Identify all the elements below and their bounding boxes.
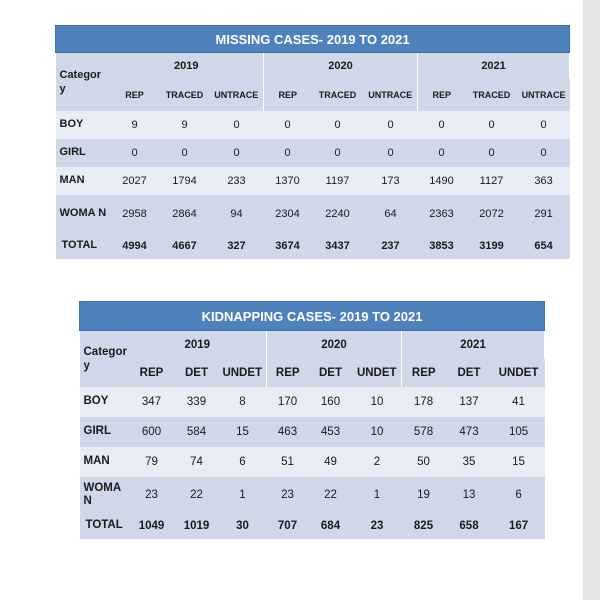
missing-subheader: UNTRACE (364, 79, 418, 111)
table-cell: 684 (309, 513, 353, 539)
table-cell: 13 (446, 477, 493, 513)
kidnapping-subheader: DET (175, 359, 219, 387)
table-cell: 1370 (264, 167, 312, 195)
table-cell: 0 (518, 111, 570, 139)
table-row (56, 111, 570, 139)
table-cell: 0 (312, 139, 364, 167)
table-cell: 4667 (160, 233, 210, 259)
missing-subheader: TRACED (466, 79, 518, 111)
table-cell: 51 (267, 447, 309, 477)
table-cell: 10 (353, 417, 402, 447)
table-cell: 35 (446, 447, 493, 477)
table-row (80, 417, 545, 447)
table-cell: 3437 (312, 233, 364, 259)
kidnapping-year-header: 2019 (129, 331, 267, 359)
table-cell: 64 (364, 195, 418, 233)
page-margin-strip (583, 0, 600, 600)
table-cell: 707 (267, 513, 309, 539)
kidnapping-table-title: KIDNAPPING CASES- 2019 TO 2021 (80, 302, 545, 331)
table-cell: 2027 (110, 167, 160, 195)
row-category: GIRL (56, 139, 110, 167)
table-cell: 0 (418, 139, 466, 167)
missing-table-title: MISSING CASES- 2019 TO 2021 (56, 26, 570, 53)
row-category: WOMA N (56, 195, 110, 233)
table-cell: 584 (175, 417, 219, 447)
table-row (56, 167, 570, 195)
table-cell: 0 (466, 111, 518, 139)
table-cell: 0 (264, 111, 312, 139)
table-row (56, 139, 570, 167)
table-row (56, 195, 570, 233)
table-cell: 0 (210, 111, 264, 139)
table-cell: 9 (110, 111, 160, 139)
missing-category-header: Categor y (56, 53, 110, 111)
table-cell: 8 (219, 387, 267, 417)
table-cell: 49 (309, 447, 353, 477)
table-cell: 94 (210, 195, 264, 233)
row-category: TOTAL (56, 233, 110, 259)
table-cell: 2864 (160, 195, 210, 233)
row-category: BOY (56, 111, 110, 139)
missing-subheader: UNTRACE (210, 79, 264, 111)
table-cell: 2958 (110, 195, 160, 233)
missing-subheader: REP (110, 79, 160, 111)
table-cell: 0 (160, 139, 210, 167)
table-row (80, 387, 545, 417)
table-cell: 2304 (264, 195, 312, 233)
table-cell: 291 (518, 195, 570, 233)
table-cell: 3674 (264, 233, 312, 259)
table-cell: 6 (219, 447, 267, 477)
table-cell: 327 (210, 233, 264, 259)
table-cell: 0 (364, 139, 418, 167)
table-cell: 170 (267, 387, 309, 417)
table-cell: 1490 (418, 167, 466, 195)
missing-year-header: 2021 (418, 53, 570, 79)
table-cell: 463 (267, 417, 309, 447)
kidnapping-category-header: Categor y (80, 331, 129, 387)
table-cell: 578 (402, 417, 446, 447)
table-cell: 23 (129, 477, 175, 513)
table-cell: 0 (466, 139, 518, 167)
missing-year-header: 2020 (264, 53, 418, 79)
table-cell: 2 (353, 447, 402, 477)
missing-subheader: TRACED (312, 79, 364, 111)
table-row (80, 447, 545, 477)
missing-subheader: REP (264, 79, 312, 111)
table-cell: 658 (446, 513, 493, 539)
table-cell: 6 (493, 477, 545, 513)
table-cell: 1127 (466, 167, 518, 195)
table-cell: 0 (418, 111, 466, 139)
table-cell: 15 (219, 417, 267, 447)
table-cell: 473 (446, 417, 493, 447)
table-cell: 1794 (160, 167, 210, 195)
table-cell: 173 (364, 167, 418, 195)
table-cell: 137 (446, 387, 493, 417)
table-cell: 825 (402, 513, 446, 539)
table-cell: 79 (129, 447, 175, 477)
table-cell: 233 (210, 167, 264, 195)
table-cell: 50 (402, 447, 446, 477)
table-cell: 600 (129, 417, 175, 447)
total-row (80, 513, 545, 539)
table-cell: 2240 (312, 195, 364, 233)
kidnapping-subheader: DET (309, 359, 353, 387)
table-cell: 339 (175, 387, 219, 417)
table-cell: 3853 (418, 233, 466, 259)
table-cell: 30 (219, 513, 267, 539)
table-cell: 74 (175, 447, 219, 477)
table-cell: 1 (219, 477, 267, 513)
missing-cases-table (55, 25, 570, 259)
table-cell: 1197 (312, 167, 364, 195)
table-cell: 1019 (175, 513, 219, 539)
table-cell: 167 (493, 513, 545, 539)
row-category: BOY (80, 387, 129, 417)
table-cell: 9 (160, 111, 210, 139)
kidnapping-year-header: 2021 (402, 331, 545, 359)
kidnapping-cases-table (79, 301, 545, 539)
row-category: MAN (80, 447, 129, 477)
table-cell: 654 (518, 233, 570, 259)
table-cell: 0 (364, 111, 418, 139)
kidnapping-subheader: REP (267, 359, 309, 387)
kidnapping-subheader: UNDET (493, 359, 545, 387)
table-cell: 0 (110, 139, 160, 167)
table-cell: 1 (353, 477, 402, 513)
missing-subheader: REP (418, 79, 466, 111)
missing-subheader: UNTRACE (518, 79, 570, 111)
row-category: MAN (56, 167, 110, 195)
table-cell: 1049 (129, 513, 175, 539)
kidnapping-year-header: 2020 (267, 331, 402, 359)
table-cell: 23 (267, 477, 309, 513)
row-category: GIRL (80, 417, 129, 447)
missing-year-header: 2019 (110, 53, 264, 79)
kidnapping-subheader: DET (446, 359, 493, 387)
table-cell: 41 (493, 387, 545, 417)
table-cell: 23 (353, 513, 402, 539)
table-cell: 363 (518, 167, 570, 195)
table-cell: 0 (264, 139, 312, 167)
table-cell: 347 (129, 387, 175, 417)
kidnapping-subheader: REP (402, 359, 446, 387)
table-cell: 3199 (466, 233, 518, 259)
kidnapping-subheader: UNDET (353, 359, 402, 387)
table-cell: 4994 (110, 233, 160, 259)
table-cell: 2363 (418, 195, 466, 233)
table-cell: 0 (210, 139, 264, 167)
missing-subheader: TRACED (160, 79, 210, 111)
kidnapping-subheader: UNDET (219, 359, 267, 387)
total-row (56, 233, 570, 259)
table-cell: 19 (402, 477, 446, 513)
table-cell: 2072 (466, 195, 518, 233)
table-cell: 105 (493, 417, 545, 447)
table-cell: 10 (353, 387, 402, 417)
table-cell: 0 (518, 139, 570, 167)
table-cell: 178 (402, 387, 446, 417)
table-cell: 0 (312, 111, 364, 139)
row-category: WOMA N (80, 477, 129, 513)
table-cell: 22 (309, 477, 353, 513)
table-cell: 237 (364, 233, 418, 259)
table-cell: 453 (309, 417, 353, 447)
table-cell: 22 (175, 477, 219, 513)
table-cell: 15 (493, 447, 545, 477)
table-row (80, 477, 545, 513)
table-cell: 160 (309, 387, 353, 417)
kidnapping-subheader: REP (129, 359, 175, 387)
row-category: TOTAL (80, 513, 129, 539)
